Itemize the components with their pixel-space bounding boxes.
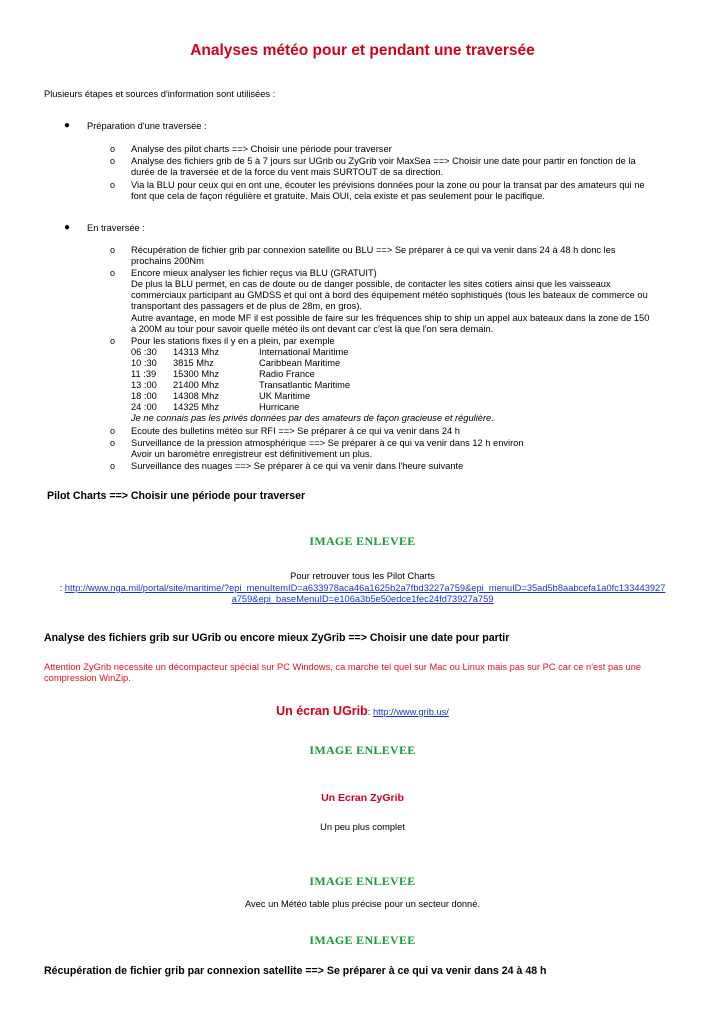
image-removed-label: IMAGE ENLEVEE [309,933,416,947]
station-row [131,347,348,358]
pilot-charts-link[interactable]: http://www.nga.mil/portal/site/maritime/?epi_menuItemID=a633978aca46a1625b2a7fbd3227a759&epi_menuID=35ad5b8aabcefa1a0fc133443927 [64,583,666,593]
italic-note: Je ne connais pas les privés données par des amateurs de façon gracieuse et régulière. [131,413,494,423]
list-item: Analyse des fichiers grib de 5 à 7 jours sur UGrib ou ZyGrib voir MaxSea ==> Choisir une date pour partir en fonction de la [131,156,636,166]
station-row [131,380,350,391]
station-freq: 21400 Mhz [173,380,219,390]
list-item: Surveillance de la pression atmosphérique ==> Se préparer à ce qui va venir dans 12 h environ [131,438,524,448]
grib-heading: Analyse des fichiers grib sur UGrib ou encore mieux ZyGrib ==> Choisir une date pour partir [44,632,510,644]
station-row [131,402,299,413]
ugrib-title: Un écran UGrib [276,704,368,718]
list-item-cont: prochains 200Nm [131,256,204,266]
pilot-charts-link-line1 [0,583,725,594]
list-item-cont: commerciaux participant au GMDSS et qui ont à bord des équipement météo sophistiqués (tous les bateaux de commerce ou [131,290,648,300]
list-item-cont: De plus la BLU permet, en cas de doute ou de danger possible, de contacter les sites cotiers ainsi que les vaisseaux [131,279,611,289]
station-name: Transatlantic Maritime [259,380,351,390]
list-item-cont: font que cela de façon régulière et gratuite. Mais OUI, cela existe et pas seulement pour le pacifique. [131,191,545,201]
pilot-charts-link-cont[interactable]: a759&epi_baseMenuID=e106a3b5e50edce1fec24fd73927a759 [231,594,494,604]
station-time: 13 :00 [131,380,157,390]
circle-bullet-icon: o [110,461,116,471]
intro-text: Plusieurs étapes et sources d'information sont utilisées : [44,89,276,99]
circle-bullet-icon: o [110,156,116,166]
ugrib-separator: : [367,707,373,717]
circle-bullet-icon: o [110,144,116,154]
station-time: 24 :00 [131,402,157,412]
station-time: 11 :39 [131,369,157,379]
station-freq: 14313 Mhz [173,347,219,357]
link-prefix: : [59,583,65,593]
section2-label: En traversée : [87,223,145,233]
list-item: Pour les stations fixes il y en a plein, par exemple [131,336,335,346]
station-row [131,391,310,402]
zygrib-title: Un Ecran ZyGrib [321,792,404,804]
list-item: Analyse des pilot charts ==> Choisir une période pour traverser [131,144,392,154]
station-name: Radio France [259,369,315,379]
list-item-cont: Avoir un baromètre enregistreur est définitivement un plus. [131,449,373,459]
station-time: 06 :30 [131,347,157,357]
station-row [131,358,340,369]
circle-bullet-icon: o [110,268,116,278]
list-item-cont: à 200M au tour pour savoir quelle météo ils ont devant car c'est là que l'on sera demain. [131,324,494,334]
circle-bullet-icon: o [110,180,116,190]
list-item: Via la BLU pour ceux qui en ont une, écouter les prévisions données pour la zone ou pour la transat par des amateurs qui ne [131,180,645,190]
circle-bullet-icon: o [110,336,116,346]
ugrib-title-row [0,702,725,720]
list-item: Récupération de fichier grib par connexion satellite ou BLU ==> Se préparer à ce qui va venir dans 24 à 48 h donc les [131,245,616,255]
circle-bullet-icon: o [110,245,116,255]
station-name: International Maritime [259,347,349,357]
section1-label: Préparation d'une traversée : [87,121,207,131]
bullet-icon: ● [64,222,71,233]
list-item-cont: durée de la traversée et de la force du vent mais SURTOUT de sa direction. [131,167,444,177]
image-removed-label: IMAGE ENLEVEE [309,874,416,888]
warning-text-cont: compression WinZip. [44,673,131,683]
station-freq: 14308 Mhz [173,391,219,401]
list-item: Ecoute des bulletins météo sur RFI ==> Se préparer à ce qui va venir dans 24 h [131,426,460,436]
station-time: 10 :30 [131,358,157,368]
image-removed-label: IMAGE ENLEVEE [309,743,416,757]
image-removed-label: IMAGE ENLEVEE [309,534,416,548]
station-name: UK Maritime [259,391,311,401]
station-name: Caribbean Maritime [259,358,341,368]
warning-text: Attention ZyGrib necessite un décompacteur spécial sur PC Windows, ca marche tel quel sur Mac ou Linux mais pas sur PC car ce n'est pas une [44,662,642,672]
station-freq: 3815 Mhz [173,358,214,368]
bullet-icon: ● [64,120,71,131]
station-name: Hurricane [259,402,300,412]
list-item-cont: Autre avantage, en mode MF il est possible de faire sur les fréquences ship to ship un appel aux bateaux dans la zone de 150 [131,313,650,323]
zygrib-caption: Un peu plus complet [320,822,405,832]
list-item-cont: transportant des passagers et de plus de 28m, en gros). [131,301,363,311]
meteo-table-caption: Avec un Météo table plus précise pour un secteur donné. [245,899,480,909]
final-heading: Récupération de fichier grib par connexion satellite ==> Se préparer à ce qui va venir dans 24 à 48 h [44,965,547,977]
ugrib-link[interactable]: http://www.grib.us/ [372,707,449,717]
station-freq: 14325 Mhz [173,402,219,412]
pilot-charts-link-line2 [0,594,725,605]
station-row [131,369,315,380]
list-item: Surveillance des nuages ==> Se préparer à ce qui va venir dans l'heure suivante [131,461,464,471]
pilot-charts-caption: Pour retrouver tous les Pilot Charts [290,571,435,581]
circle-bullet-icon: o [110,426,116,436]
station-time: 18 :00 [131,391,157,401]
page-title: Analyses météo pour et pendant une traversée [190,42,535,59]
circle-bullet-icon: o [110,438,116,448]
station-freq: 15300 Mhz [173,369,219,379]
pilot-charts-heading: Pilot Charts ==> Choisir une période pour traverser [47,490,306,502]
list-item: Encore mieux analyser les fichier reçus via BLU (GRATUIT) [131,268,377,278]
